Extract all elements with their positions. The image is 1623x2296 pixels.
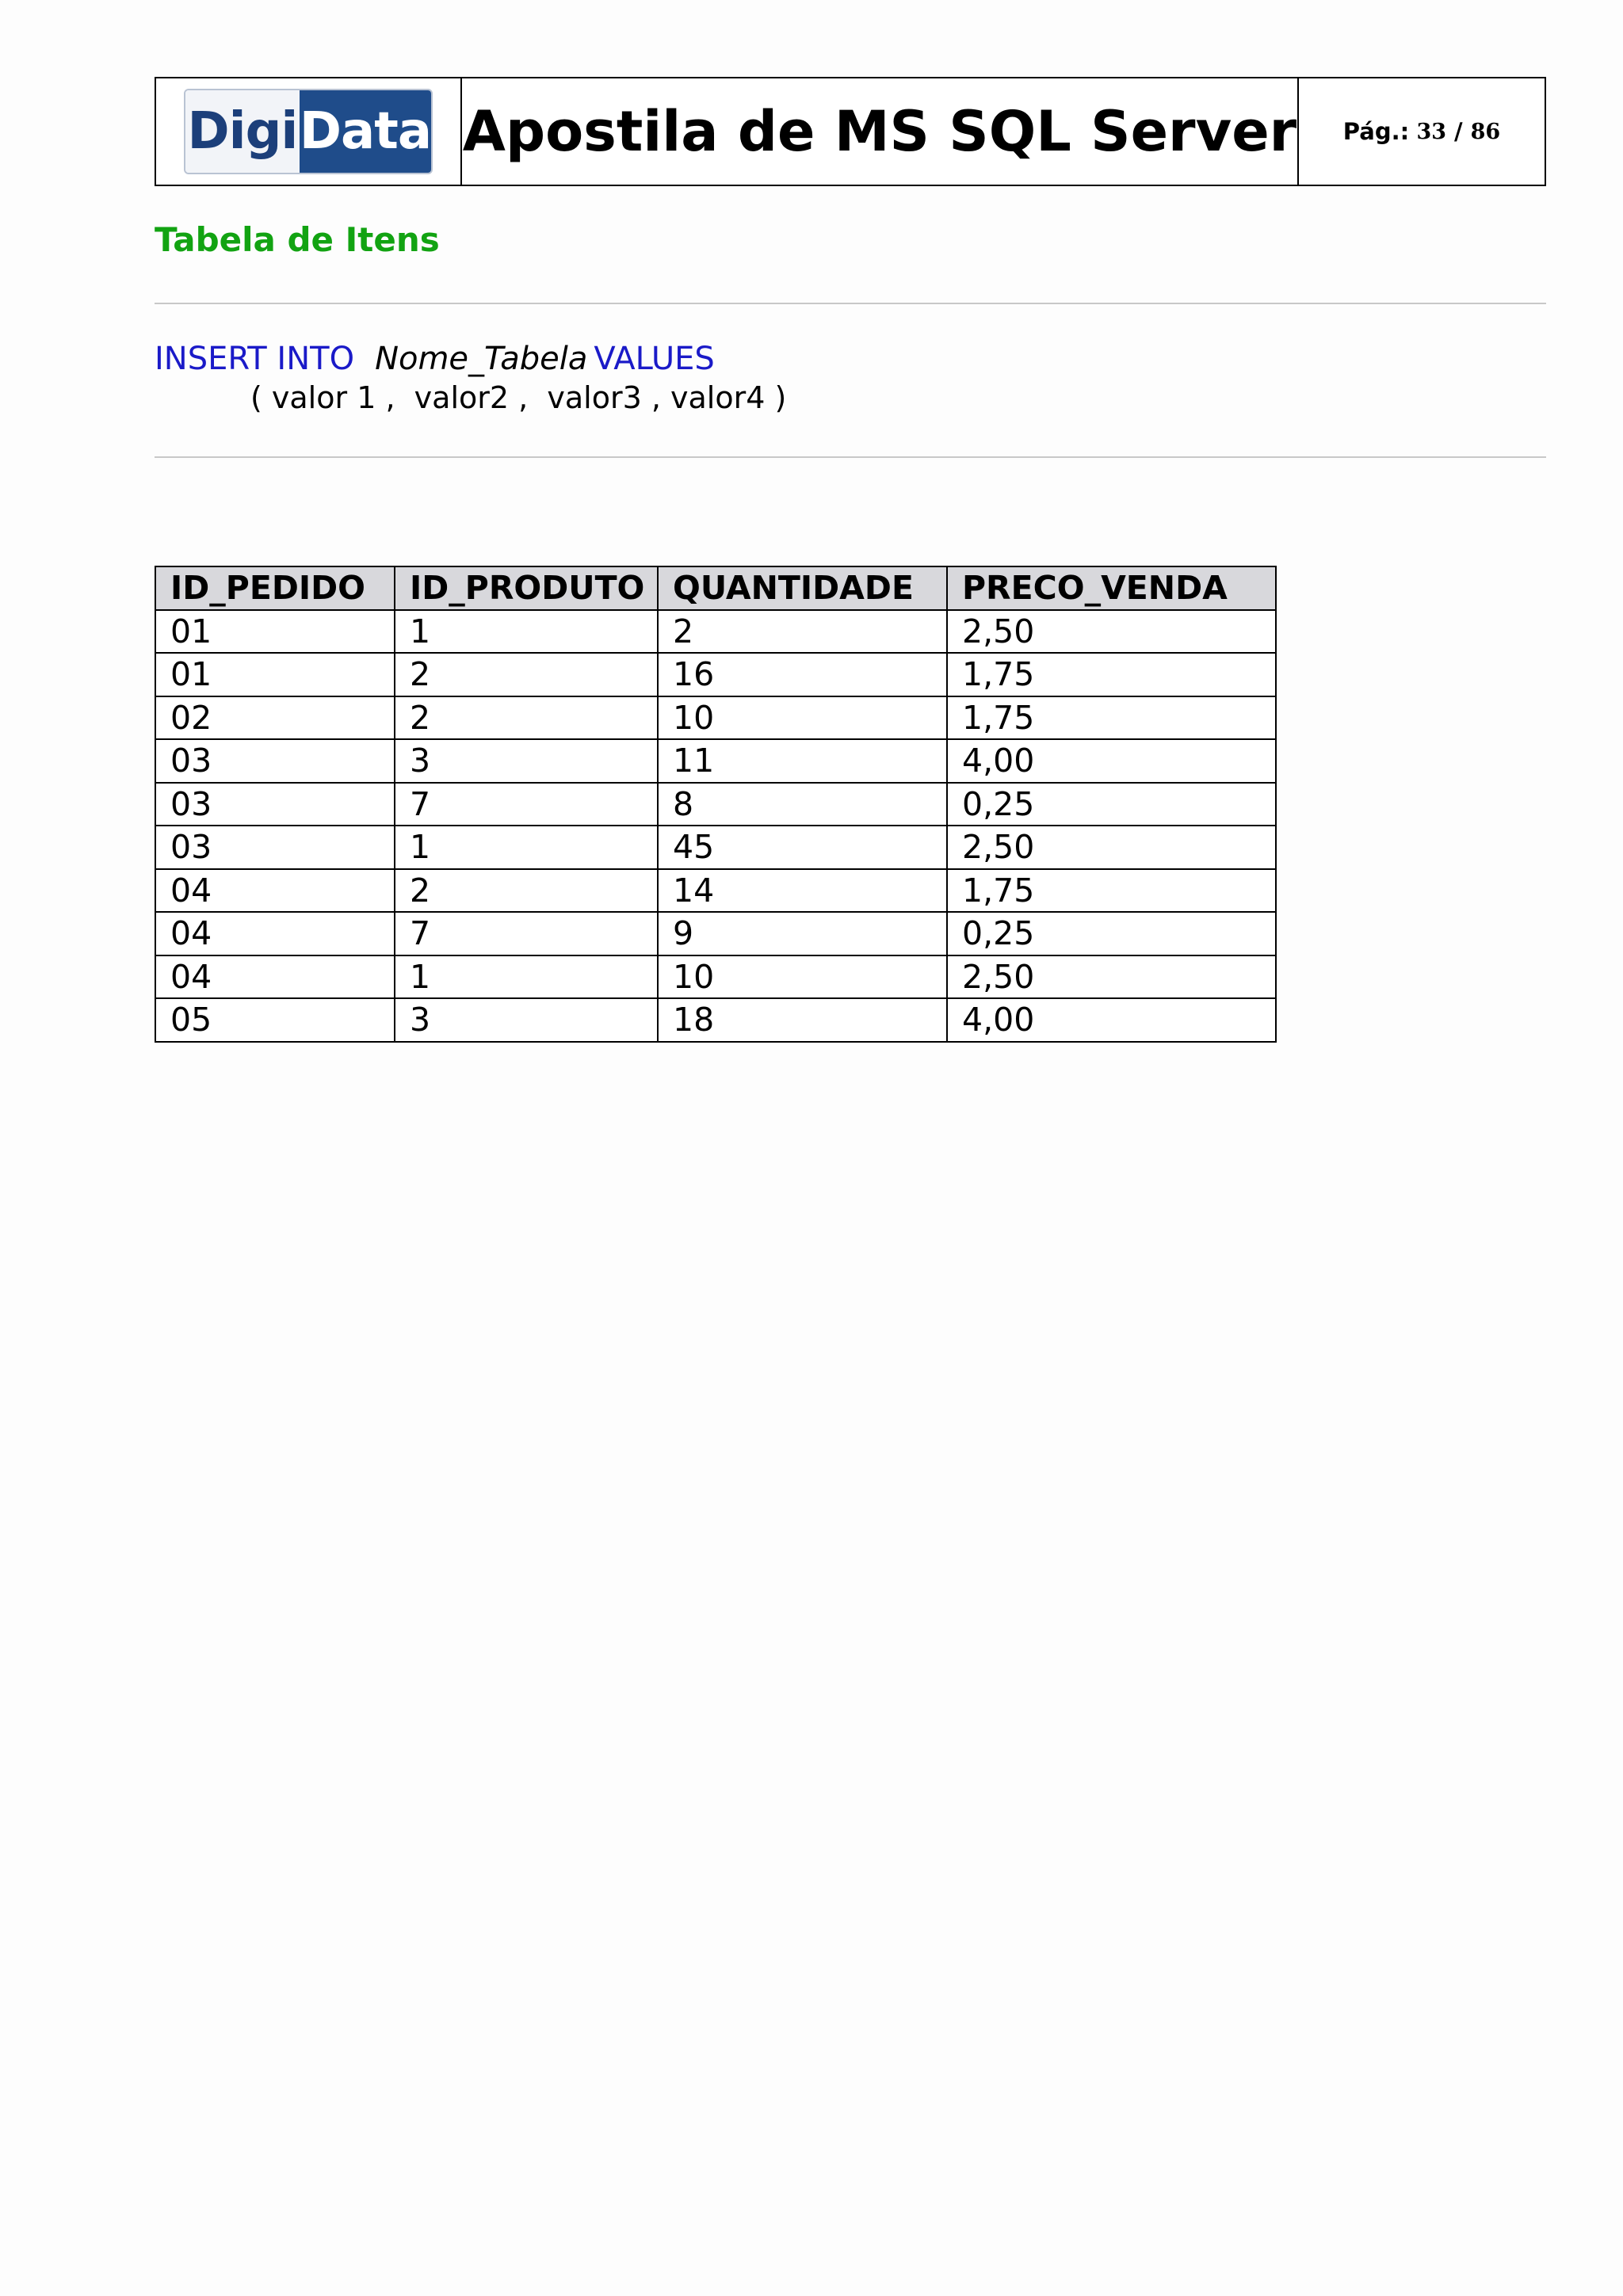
table-cell: 1,75 bbox=[947, 869, 1276, 913]
page-separator: / bbox=[1454, 118, 1463, 145]
title-cell bbox=[462, 78, 1299, 185]
section-title: Tabela de Itens bbox=[155, 220, 440, 259]
digidata-logo bbox=[184, 89, 433, 174]
table-row bbox=[155, 998, 1276, 1042]
table-row bbox=[155, 783, 1276, 826]
itens-table bbox=[155, 566, 1277, 1043]
table-cell: 1 bbox=[395, 955, 658, 999]
table-cell: 2,50 bbox=[947, 826, 1276, 869]
table-cell: 1,75 bbox=[947, 653, 1276, 696]
page-header bbox=[155, 77, 1546, 186]
table-cell: 03 bbox=[155, 739, 395, 783]
table-cell: 2 bbox=[395, 869, 658, 913]
logo-data-text: Data bbox=[300, 90, 431, 173]
table-cell: 04 bbox=[155, 955, 395, 999]
table-row bbox=[155, 696, 1276, 740]
table-cell: 7 bbox=[395, 912, 658, 955]
table-cell: 14 bbox=[658, 869, 947, 913]
table-cell: 03 bbox=[155, 826, 395, 869]
table-cell: 11 bbox=[658, 739, 947, 783]
table-cell: 2 bbox=[395, 653, 658, 696]
page-current: 33 bbox=[1416, 119, 1447, 144]
table-cell: 4,00 bbox=[947, 998, 1276, 1042]
table-cell: 45 bbox=[658, 826, 947, 869]
page-label: Pág.: bbox=[1342, 118, 1410, 145]
sql-values-line: ( valor 1 , valor2 , valor3 , valor4 ) bbox=[250, 380, 787, 415]
table-cell: 1 bbox=[395, 610, 658, 654]
table-cell: 2,50 bbox=[947, 955, 1276, 999]
logo-cell bbox=[156, 78, 462, 185]
table-cell: 8 bbox=[658, 783, 947, 826]
table-cell: 3 bbox=[395, 998, 658, 1042]
table-cell: 0,25 bbox=[947, 783, 1276, 826]
table-cell: 4,00 bbox=[947, 739, 1276, 783]
table-row bbox=[155, 739, 1276, 783]
table-cell: 2 bbox=[658, 610, 947, 654]
table-cell: 0,25 bbox=[947, 912, 1276, 955]
table-cell: 01 bbox=[155, 610, 395, 654]
table-cell: 9 bbox=[658, 912, 947, 955]
table-row bbox=[155, 869, 1276, 913]
table-row bbox=[155, 826, 1276, 869]
sql-insert-line bbox=[155, 341, 715, 377]
table-cell: 16 bbox=[658, 653, 947, 696]
document-title: Apostila de MS SQL Server bbox=[462, 99, 1297, 164]
table-cell: 2,50 bbox=[947, 610, 1276, 654]
table-row bbox=[155, 653, 1276, 696]
table-row bbox=[155, 610, 1276, 654]
column-header: QUANTIDADE bbox=[658, 566, 947, 610]
column-header: PRECO_VENDA bbox=[947, 566, 1276, 610]
table-cell: 18 bbox=[658, 998, 947, 1042]
table-cell: 2 bbox=[395, 696, 658, 740]
table-cell: 05 bbox=[155, 998, 395, 1042]
column-header: ID_PRODUTO bbox=[395, 566, 658, 610]
sql-keyword-insert: INSERT INTO bbox=[155, 341, 355, 377]
sql-keyword-values: VALUES bbox=[594, 341, 715, 377]
table-cell: 04 bbox=[155, 869, 395, 913]
page-number-cell bbox=[1299, 78, 1545, 185]
divider-top bbox=[155, 303, 1546, 304]
table-cell: 01 bbox=[155, 653, 395, 696]
table-cell: 3 bbox=[395, 739, 658, 783]
table-header-row bbox=[155, 566, 1276, 610]
table-cell: 04 bbox=[155, 912, 395, 955]
table-cell: 10 bbox=[658, 696, 947, 740]
table-cell: 1,75 bbox=[947, 696, 1276, 740]
table-cell: 1 bbox=[395, 826, 658, 869]
table-cell: 10 bbox=[658, 955, 947, 999]
divider-bottom bbox=[155, 456, 1546, 458]
table-row bbox=[155, 955, 1276, 999]
page-total: 86 bbox=[1470, 119, 1501, 144]
table-cell: 03 bbox=[155, 783, 395, 826]
table-cell: 02 bbox=[155, 696, 395, 740]
column-header: ID_PEDIDO bbox=[155, 566, 395, 610]
logo-digi-text: Digi bbox=[185, 90, 300, 173]
sql-table-name: Nome_Tabela bbox=[375, 341, 588, 377]
table-cell: 7 bbox=[395, 783, 658, 826]
table-row bbox=[155, 912, 1276, 955]
